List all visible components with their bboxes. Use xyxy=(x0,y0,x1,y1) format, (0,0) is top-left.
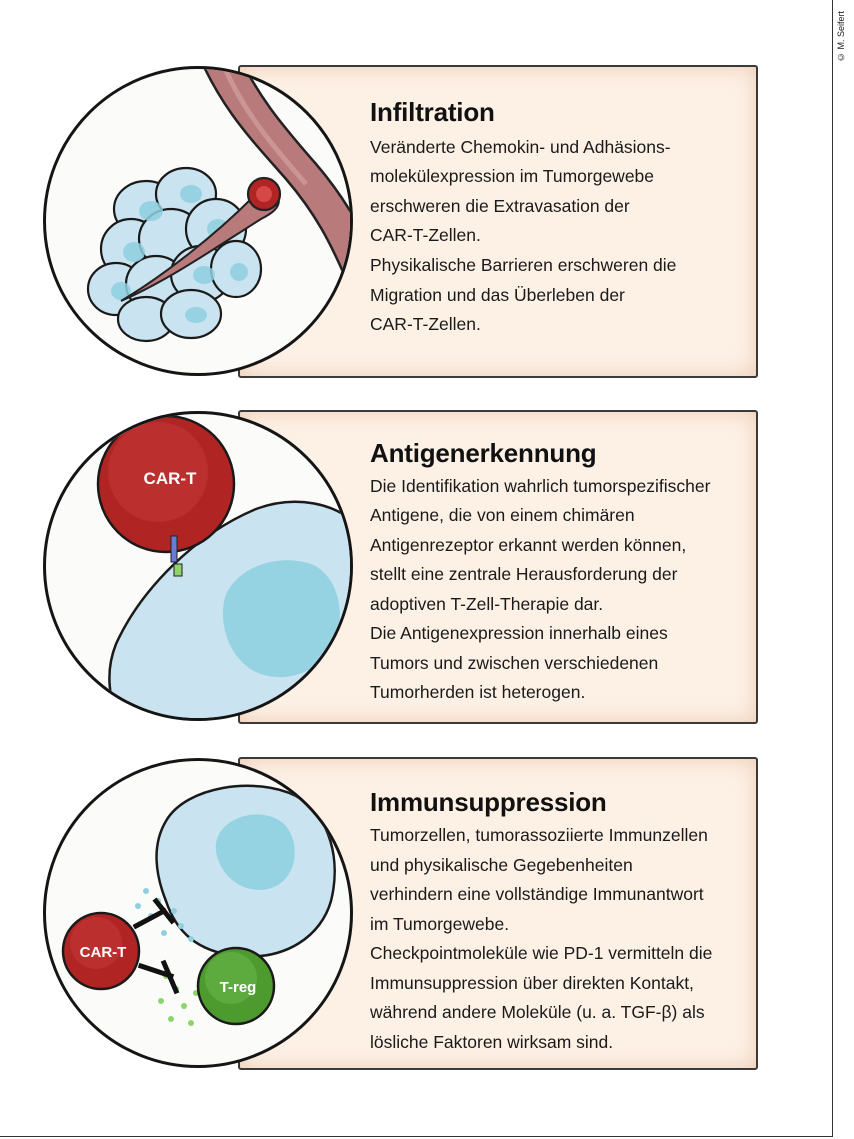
antigen-recognition-line: Die Antigenexpression innerhalb eines xyxy=(370,623,668,643)
antigen-recognition-illustration xyxy=(43,411,353,721)
antigen-recognition-title: Antigenerkennung xyxy=(370,438,597,468)
antigen xyxy=(174,564,182,576)
copyright-note: © M. Seifert xyxy=(836,10,846,62)
infiltration-line: Physikalische Barrieren erschweren die xyxy=(370,255,677,275)
car-t-label: CAR-T xyxy=(79,944,127,961)
antigen-recognition-text-block xyxy=(370,412,746,722)
infiltration-line: Migration und das Überleben der xyxy=(370,285,625,305)
immunosuppression-line: und physikalische Gegebenheiten xyxy=(370,855,633,875)
immunosuppression-line: im Tumorgewebe. xyxy=(370,914,510,934)
infiltration-line: erschweren die Extravasation der xyxy=(370,196,630,216)
antigen-recognition-line: stellt eine zentrale Herausforderung der xyxy=(370,564,678,584)
immunosuppression-line: Checkpointmoleküle wie PD-1 vermitteln die xyxy=(370,943,713,963)
immunosuppression-line: während andere Moleküle (u. a. TGF-β) als xyxy=(370,1002,705,1022)
antigen-recognition-line: Antigenrezeptor erkannt werden können, xyxy=(370,535,687,555)
immunosuppression-line: lösliche Faktoren wirksam sind. xyxy=(370,1032,614,1052)
car-t-label: CAR-T xyxy=(143,469,197,488)
antigen-recognition-line: Tumors und zwischen verschiedenen xyxy=(370,653,659,673)
antigen-recognition-line: Die Identifikation wahrlich tumorspezifischer xyxy=(370,476,711,496)
tumor-nucleus xyxy=(223,560,340,677)
inhibition-symbol xyxy=(141,963,176,991)
infiltration-line: molekülexpression im Tumorgewebe xyxy=(370,166,655,186)
antigen-recognition-line: Tumorherden ist heterogen. xyxy=(370,682,586,702)
immunosuppression-title: Immunsuppression xyxy=(370,787,607,817)
infiltration-title: Infiltration xyxy=(370,97,495,127)
infiltration-text-block xyxy=(370,67,746,376)
immunosuppression-line: Tumorzellen, tumorassoziierte Immunzellen xyxy=(370,825,708,845)
infiltration-illustration xyxy=(43,66,353,376)
infiltration-line: Veränderte Chemokin- und Adhäsions- xyxy=(370,137,671,157)
immunosuppression-line: Immunsuppression über direkten Kontakt, xyxy=(370,973,694,993)
immunosuppression-line: verhindern eine vollständige Immunantwort xyxy=(370,884,704,904)
immunosuppression-text-block xyxy=(370,759,746,1068)
t-reg-label: T-reg xyxy=(219,979,257,996)
immunosuppression-illustration xyxy=(43,758,353,1068)
tumor-cell-cluster xyxy=(88,168,261,341)
soluble-factors-treg xyxy=(158,973,199,1026)
antigen-recognition-line: adoptiven T-Zell-Therapie dar. xyxy=(370,594,604,614)
antigen-recognition-line: Antigene, die von einem chimären xyxy=(370,505,635,525)
infiltration-line: CAR-T-Zellen. xyxy=(370,225,481,245)
infiltration-line: CAR-T-Zellen. xyxy=(370,314,481,334)
car-receptor xyxy=(171,536,177,562)
